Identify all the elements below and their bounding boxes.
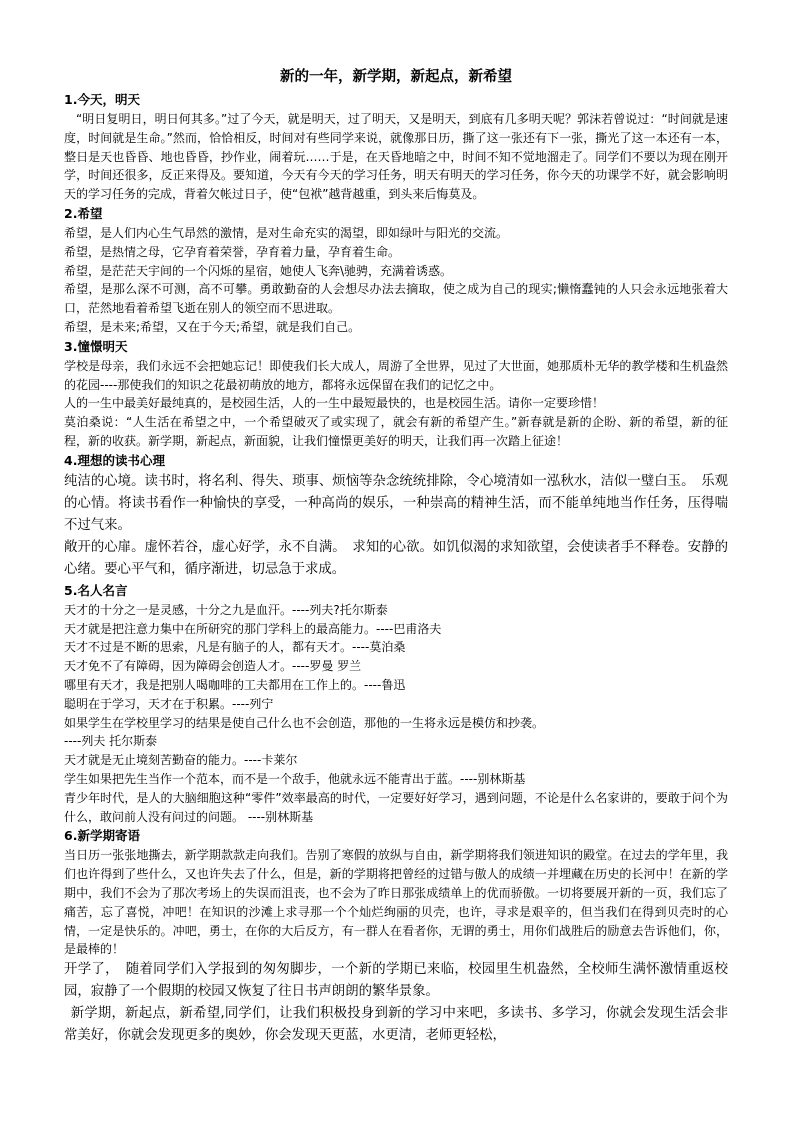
paragraph: 希望，是人们内心生气昂然的激情，是对生命充实的渴望，即如绿叶与阳光的交流。 (64, 225, 509, 240)
section-heading-reading-mindset: 4.理想的读书心理 (64, 452, 165, 468)
paragraph: “明日复明日，明日何其多。”过了今天，就是明天，过了明天，又是明天，到底有几多明天呢？郭沫若曾说过：“时间就是速度，时间就是生命。”然而，恰恰相反，时间对有些同学来说，就像那日历，撕了这一张还有下一张，撕光了这一本还有一本，整日是天也昏昏、地也昏昏，抄作业，闹着玩……于是，在天昏地暗之中，时间不知不觉地溜走了。同学们不要以为现在刚开学，时间还很多，反正来得及。要知道，今天有今天的学习任务，明天有明天的学习任务，你今天的功课学不好，就会影响明天的学习任务的完成，背着欠帐过日子，使“包袱”越背越重，到头来后悔莫及。 (64, 112, 728, 202)
quote-line: 青少年时代，是人的大脑细胞这种“零件”效率最高的时代，一定要好好学习，遇到问题，不论是什么名家讲的，要敢于问个为什么，敢问前人没有问过的问题。 ----别林斯基 (64, 790, 728, 824)
document-page (64, 66, 728, 1047)
paragraph: 当日历一张张地撕去，新学期款款走向我们。告别了寒假的放纵与自由，新学期将我们领进知识的殿堂。在过去的学年里，我们也许得到了些什么，又也许失去了什么，但是，新的学期将把曾经的过错与傲人的成绩一并埋藏在历史的长河中！在新的学期中，我们不会为了那次考场上的失误而沮丧，也不会为了昨日那张成绩单上的优而骄傲。一切将要展开新的一页，我们忘了痛苦，忘了喜悦，冲吧！在知识的沙滩上求寻那一个个灿烂绚丽的贝壳，也许，寻求是艰辛的，但当我们在得到贝壳时的心情，一定是快乐的。冲吧，勇士，在你的大后反方，有一群人在看者你，无谓的勇士，用你们战胜后的励意去告诉他们，你，是最棒的！ (64, 848, 728, 957)
quote-line: 如果学生在学校里学习的结果是使自己什么也不会创造，那他的一生将永远是模仿和抄袭。 (64, 715, 545, 730)
paragraph: 新学期，新起点，新希望,同学们，让我们积极投身到新的学习中来吧，多读书、多学习，你就会发现生活会非常美好，你就会发现更多的奥妙，你会发现天更蓝，水更清，老师更轻松， (64, 1006, 728, 1044)
paragraph: 开学了， 随着同学们入学报到的匆匆脚步，一个新的学期已来临，校园里生机盎然，全校师生满怀激情重返校园，寂静了一个假期的校园又恢复了往日书声朗朗的繁华景象。 (64, 962, 728, 1000)
section-heading-famous-quotes: 5.名人名言 (64, 582, 128, 598)
quote-line: 天才就是把注意力集中在所研究的那门学科上的最高能力。----巴甫洛夫 (64, 621, 442, 636)
quote-line: 哪里有天才，我是把别人喝咖啡的工夫都用在工作上的。----鲁迅 (64, 677, 406, 692)
section-heading-hope: 2.希望 (64, 205, 103, 221)
paragraph: 人的一生中最美好最纯真的，是校园生活，人的一生中最短最快的，也是校园生活。请你一定要珍惜！ (64, 396, 605, 411)
quote-line: 天才不过是不断的思索，凡是有脑子的人，都有天才。----莫泊桑 (64, 640, 406, 655)
quote-line: 聪明在于学习，天才在于积累。----列宁 (64, 696, 274, 711)
paragraph: 学校是母亲，我们永远不会把她忘记！即使我们长大成人，周游了全世界，见过了大世面，她那质朴无华的教学楼和生机盎然的花园----那使我们的知识之花最初萌放的地方，都将永远保留在我们的记忆之中。 (64, 358, 728, 392)
quote-line: 学生如果把先生当作一个范本，而不是一个敌手，他就永远不能青出于蓝。----别林斯基 (64, 771, 526, 786)
quote-line: 天才的十分之一是灵感，十分之九是血汗。----列夫?托尔斯泰 (64, 602, 388, 617)
paragraph: 希望，是那么深不可测，高不可攀。勇敢勤奋的人会想尽办法去摘取，使之成为自己的现实;懒惰蠢钝的人只会永远地张着大口，茫然地看着希望飞逝在别人的领空而不思进取。 (64, 282, 728, 316)
paragraph: 敞开的心扉。虚怀若谷，虚心好学，永不自满。 求知的心欲。如饥似渴的求知欲望，会使读者手不释卷。安静的心绪。要心平气和，循序渐进，切忌急于求成。 (64, 539, 728, 577)
paragraph: 纯洁的心境。读书时，将名利、得失、琐事、烦恼等杂念统统排除，令心境清如一泓秋水，洁似一璧白玉。 乐观的心情。将读书看作一种愉快的享受，一种高尚的娱乐，一种崇高的精神生活，而不能单纯地当作任务，压得喘不过气来。 (64, 473, 728, 533)
section-heading-today-tomorrow: 1.今天，明天 (64, 92, 140, 107)
quote-line: 天才就是无止境刻苦勤奋的能力。----卡莱尔 (64, 753, 298, 768)
quote-line: 天才免不了有障碍，因为障碍会创造人才。----罗曼 罗兰 (64, 659, 362, 674)
paragraph: 希望，是茫茫天宇间的一个闪烁的星宿，她使人飞奔\驰骋，充满着诱惑。 (64, 263, 453, 278)
document-title: 新的一年，新学期，新起点，新希望 (280, 68, 512, 85)
quote-line: ----列夫 托尔斯泰 (64, 734, 158, 749)
paragraph: 希望，是未来;希望，又在于今天;希望，就是我们自己。 (64, 319, 361, 334)
section-heading-look-forward: 3.憧憬明天 (64, 338, 128, 354)
section-heading-new-term-message: 6.新学期寄语 (64, 828, 140, 844)
paragraph: 莫泊桑说：“人生活在希望之中，一个希望破灭了或实现了，就会有新的希望产生。”新春就是新的企盼、新的希望，新的征程，新的收获。新学期，新起点，新面貌，让我们憧憬更美好的明天，让我们再一次踏上征途！ (64, 415, 728, 448)
paragraph: 希望，是热情之母，它孕育着荣誉，孕育着力量，孕育着生命。 (64, 244, 401, 259)
